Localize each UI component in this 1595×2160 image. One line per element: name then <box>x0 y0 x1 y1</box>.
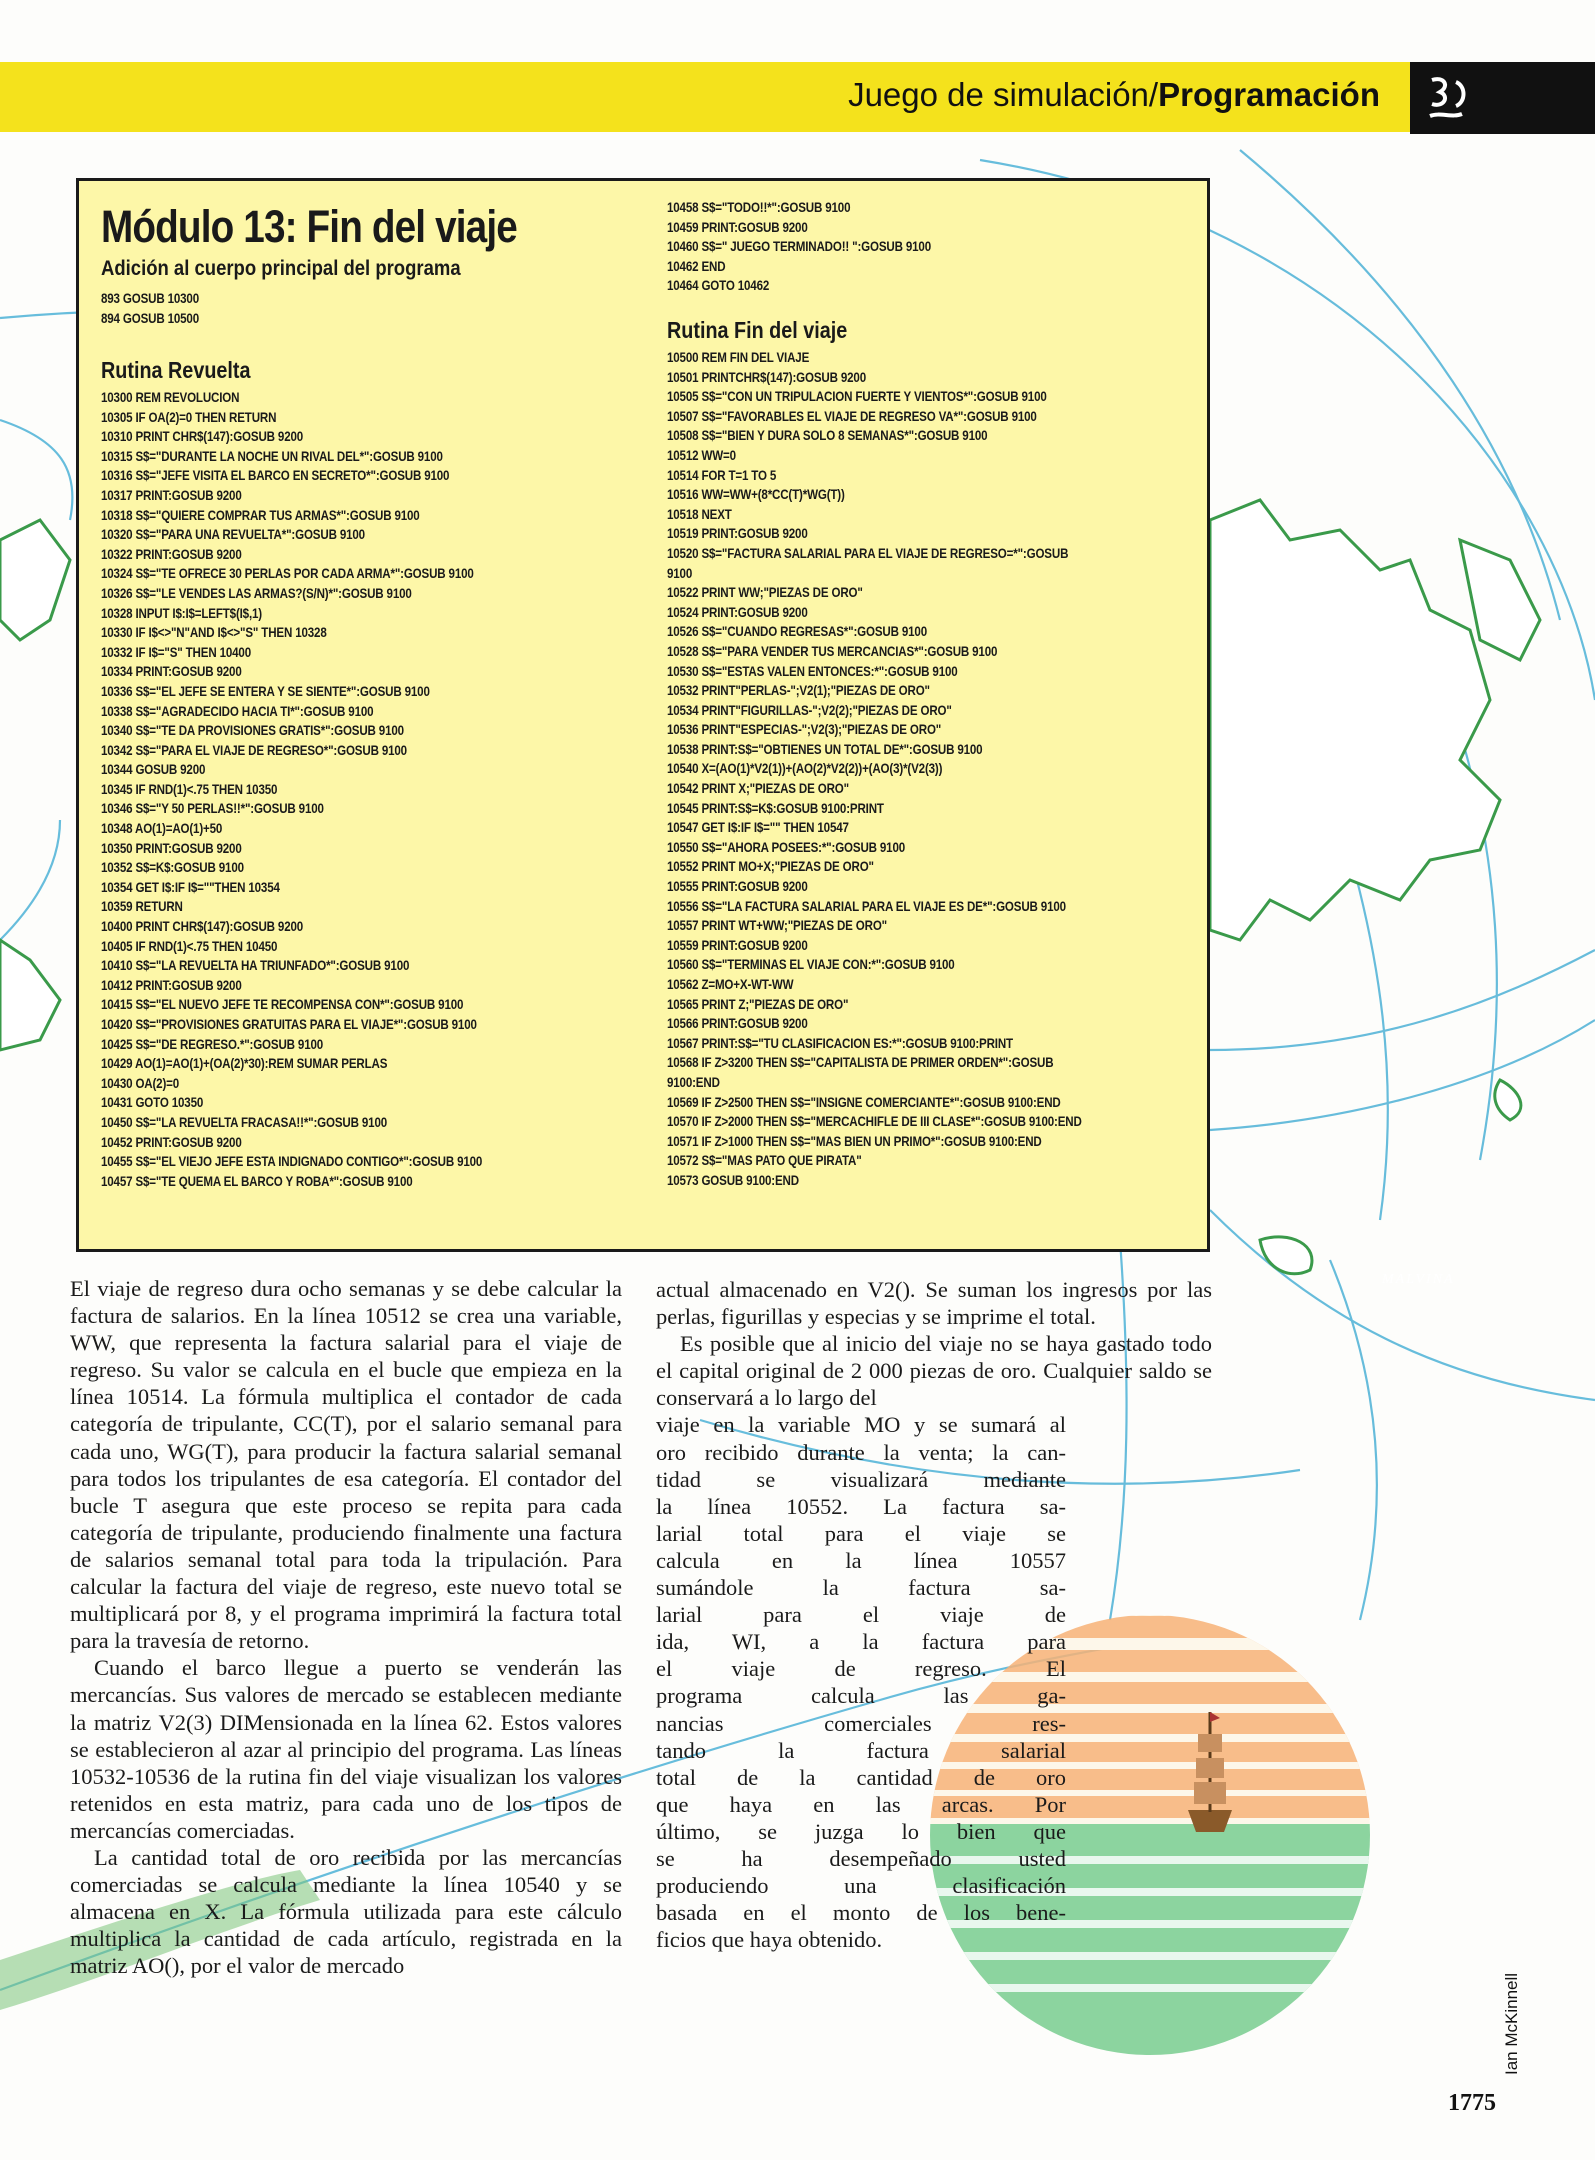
revuelta-listing <box>101 388 482 1191</box>
code-line: 10501 PRINTCHR$(147):GOSUB 9200 <box>667 369 866 385</box>
code-line: 10459 PRINT:GOSUB 9200 <box>667 219 808 235</box>
text-line: calcula en la línea 10557 <box>656 1547 1066 1573</box>
text-line: tidad se visualizará mediante <box>656 1466 1066 1492</box>
code-line: 10540 X=(AO(1)*V2(1))+(AO(2)*V2(2))+(AO(3)*(V2(3)) <box>667 761 943 777</box>
code-line: 10507 S$="FAVORABLES EL VIAJE DE REGRESO VA*":GOSUB 9100 <box>667 408 1037 424</box>
text-line: el viaje de regreso. El <box>656 1656 1066 1682</box>
code-line: 10450 S$="LA REVUELTA FRACASA!!*":GOSUB 9100 <box>101 1114 388 1130</box>
code-line: 10568 IF Z>3200 THEN S$="CAPITALISTA DE PRIMER ORDEN*":GOSUB <box>667 1055 1054 1071</box>
code-line: 10505 S$="CON UN TRIPULACION FUERTE Y VIENTOS*":GOSUB 9100 <box>667 389 1047 405</box>
code-line: 10320 S$="PARA UNA REVUELTA*":GOSUB 9100 <box>101 527 365 543</box>
text-line: larial total para el viaje se <box>656 1520 1066 1546</box>
code-line: 9100:END <box>667 1074 720 1090</box>
code-line: 10338 S$="AGRADECIDO HACIA TI*":GOSUB 9100 <box>101 703 374 719</box>
tab-glyph-icon <box>1410 62 1595 134</box>
code-line: 10530 S$="ESTAS VALEN ENTONCES:*":GOSUB 9100 <box>667 663 958 679</box>
code-line: 10425 S$="DE REGRESO.*":GOSUB 9100 <box>101 1036 324 1052</box>
code-line: 10457 S$="TE QUEMA EL BARCO Y ROBA*":GOSUB 9100 <box>101 1173 413 1189</box>
fin-viaje-listing <box>667 348 1082 1191</box>
code-line: 10430 OA(2)=0 <box>101 1075 180 1091</box>
code-line: 10340 S$="TE DA PROVISIONES GRATIS*":GOSUB 9100 <box>101 723 404 739</box>
code-line: 10542 PRINT X;"PIEZAS DE ORO" <box>667 781 849 797</box>
code-line: 10352 S$=K$:GOSUB 9100 <box>101 860 244 876</box>
paragraph: Es posible que al inicio del viaje no se haya gastado todo el capital original de 2 000 piezas de oro. Cualquier saldo se conservará a lo largo del <box>656 1331 1212 1411</box>
code-line: 10346 S$="Y 50 PERLAS!!*":GOSUB 9100 <box>101 801 324 817</box>
code-line: 10567 PRINT:S$="TU CLASIFICACION ES:*":GOSUB 9100:PRINT <box>667 1035 1013 1051</box>
module-subtitle: Adición al cuerpo principal del programa <box>101 256 461 280</box>
code-line: 10500 REM FIN DEL VIAJE <box>667 350 810 365</box>
section-tab <box>1410 62 1595 134</box>
code-line: 10569 IF Z>2500 THEN S$="INSIGNE COMERCIANTE*":GOSUB 9100:END <box>667 1094 1061 1110</box>
code-line: 10455 S$="EL VIEJO JEFE ESTA INDIGNADO CONTIGO*":GOSUB 9100 <box>101 1154 483 1170</box>
module-title: Módulo 13: Fin del viaje <box>101 201 517 252</box>
fin-viaje-heading: Rutina Fin del viaje <box>667 317 848 343</box>
listing-continuation <box>667 198 931 296</box>
code-line: 10359 RETURN <box>101 899 183 915</box>
code-line: 10336 S$="EL JEFE SE ENTERA Y SE SIENTE*":GOSUB 9100 <box>101 683 430 699</box>
code-line: 10557 PRINT WT+WW;"PIEZAS DE ORO" <box>667 918 888 934</box>
text-line: oro recibido durante la venta; la can- <box>656 1439 1066 1465</box>
header-topic: Programación <box>1158 76 1380 113</box>
text-line: se ha desempeñado usted <box>656 1845 1066 1871</box>
text-line: ida, WI, a la factura para <box>656 1629 1066 1655</box>
code-line: 10552 PRINT MO+X;"PIEZAS DE ORO" <box>667 859 874 875</box>
code-line: 10518 NEXT <box>667 506 732 522</box>
code-line: 10570 IF Z>2000 THEN S$="MERCACHIFLE DE III CLASE*":GOSUB 9100:END <box>667 1114 1082 1130</box>
code-line: 893 GOSUB 10300 <box>101 291 199 306</box>
code-line: 10452 PRINT:GOSUB 9200 <box>101 1134 242 1150</box>
code-line: 10560 S$="TERMINAS EL VIAJE CON:*":GOSUB 9100 <box>667 957 955 973</box>
code-line: 10565 PRINT Z;"PIEZAS DE ORO" <box>667 996 849 1012</box>
code-line: 10528 S$="PARA VENDER TUS MERCANCIAS*":GOSUB 9100 <box>667 643 998 659</box>
code-line: 10317 PRINT:GOSUB 9200 <box>101 487 242 503</box>
code-line: 10573 GOSUB 9100:END <box>667 1172 799 1188</box>
code-line: 10328 INPUT I$:I$=LEFT$(I$,1) <box>101 605 262 621</box>
code-line: 10324 S$="TE OFRECE 30 PERLAS POR CADA ARMA*":GOSUB 9100 <box>101 566 474 582</box>
code-line: 10534 PRINT"FIGURILLAS-";V2(2);"PIEZAS DE ORO" <box>667 702 952 718</box>
code-line: 10400 PRINT CHR$(147):GOSUB 9200 <box>101 919 304 935</box>
text-line: la línea 10552. La factura sa- <box>656 1493 1066 1519</box>
code-line: 10538 PRINT:S$="OBTIENES UN TOTAL DE*":GOSUB 9100 <box>667 741 983 757</box>
code-line: 10431 GOTO 10350 <box>101 1095 204 1111</box>
code-line: 10462 END <box>667 258 726 274</box>
code-line: 10458 S$="TODO!!*":GOSUB 9100 <box>667 200 851 215</box>
code-line: 10566 PRINT:GOSUB 9200 <box>667 1016 808 1032</box>
code-line: 10318 S$="QUIERE COMPRAR TUS ARMAS*":GOSUB 9100 <box>101 507 420 523</box>
main-program-lines <box>101 289 199 328</box>
code-line: 10520 S$="FACTURA SALARIAL PARA EL VIAJE DE REGRESO=*":GOSUB <box>667 545 1069 561</box>
text-line: que haya en las arcas. Por <box>656 1791 1066 1817</box>
code-line: 10556 S$="LA FACTURA SALARIAL PARA EL VIAJE ES DE*":GOSUB 9100 <box>667 898 1066 914</box>
paragraph: actual almacenado en V2(). Se suman los ingresos por las perlas, figurillas y especias y se imprime el total. <box>656 1277 1212 1330</box>
code-line: 10514 FOR T=1 TO 5 <box>667 467 777 483</box>
code-line: 10555 PRINT:GOSUB 9200 <box>667 879 808 895</box>
text-line: sumándole la factura sa- <box>656 1575 1066 1601</box>
code-line: 10405 IF RND(1)<.75 THEN 10450 <box>101 938 278 954</box>
text-line: nancias comerciales res- <box>656 1710 1066 1736</box>
code-line: 10519 PRINT:GOSUB 9200 <box>667 526 808 542</box>
code-line: 10310 PRINT CHR$(147):GOSUB 9200 <box>101 429 304 445</box>
code-line: 10345 IF RND(1)<.75 THEN 10350 <box>101 781 278 797</box>
code-line: 10508 S$="BIEN Y DURA SOLO 8 SEMANAS*":GOSUB 9100 <box>667 428 988 444</box>
text-line: tando la factura salarial <box>656 1737 1066 1763</box>
code-line: 10342 S$="PARA EL VIAJE DE REGRESO*":GOSUB 9100 <box>101 742 407 758</box>
code-line: 10350 PRINT:GOSUB 9200 <box>101 840 242 856</box>
code-line: 10550 S$="AHORA POSEES:*":GOSUB 9100 <box>667 839 906 855</box>
code-line: 10526 S$="CUANDO REGRESAS*":GOSUB 9100 <box>667 624 927 640</box>
code-line: 10300 REM REVOLUCION <box>101 390 240 405</box>
page-number: 1775 <box>1448 2090 1496 2116</box>
code-line: 10522 PRINT WW;"PIEZAS DE ORO" <box>667 585 863 601</box>
code-line: 10571 IF Z>1000 THEN S$="MAS BIEN UN PRIMO*":GOSUB 9100:END <box>667 1133 1042 1149</box>
code-line: 10326 S$="LE VENDES LAS ARMAS?(S/N)*":GOSUB 9100 <box>101 585 412 601</box>
code-line: 10545 PRINT:S$=K$:GOSUB 9100:PRINT <box>667 800 884 816</box>
illustrator-credit: Ian McKinnell <box>1502 1972 1521 2075</box>
text-line: viaje en la variable MO y se sumará al <box>656 1412 1066 1438</box>
code-line: 10315 S$="DURANTE LA NOCHE UN RIVAL DEL*":GOSUB 9100 <box>101 448 443 464</box>
code-line: 10536 PRINT"ESPECIAS-";V2(3);"PIEZAS DE ORO" <box>667 722 942 738</box>
code-line: 10464 GOTO 10462 <box>667 278 770 294</box>
code-line: 10460 S$=" JUEGO TERMINADO!! ":GOSUB 9100 <box>667 239 931 255</box>
code-line: 9100 <box>667 565 693 581</box>
code-line: 10316 S$="JEFE VISITA EL BARCO EN SECRETO*":GOSUB 9100 <box>101 468 450 484</box>
code-line: 10305 IF OA(2)=0 THEN RETURN <box>101 409 277 425</box>
paragraph: El viaje de regreso dura ocho semanas y se debe calcular la factura de salarios. En la línea 10512 se crea una variable, WW, que representa la factura salarial para el viaje de regreso. Su valor se calcula en el bucle que empieza en la línea 10514. La fórmula multiplica el contador de cada categoría de tripulante, CC(T), por el salario semanal para cada uno, WG(T), para producir la factura salarial semanal para todos los tripulantes de esa categoría. El contador del bucle T asegura que este proceso se repita para cada categoría de tripulante, produciendo finalmente una factura de salarios semanal total para toda la tripulación. Para calcular la factura del viaje de regreso, este nuevo total se multiplicará por 8, y el programa imprimirá la factura total para la travesía de retorno. <box>70 1276 622 1654</box>
code-line: 10330 IF I$<>"N"AND I$<>"S" THEN 10328 <box>101 625 327 641</box>
code-line: 10322 PRINT:GOSUB 9200 <box>101 546 242 562</box>
text-line: ficios que haya obtenido. <box>656 1927 883 1953</box>
code-line: 10410 S$="LA REVUELTA HA TRIUNFADO*":GOSUB 9100 <box>101 958 410 974</box>
map-place-label: MALVINA <box>1382 1272 1455 1287</box>
code-line: 10332 IF I$="S" THEN 10400 <box>101 644 251 660</box>
running-header <box>848 76 1380 114</box>
text-line: basada en el monto de los bene- <box>656 1900 1066 1926</box>
article-column-1 <box>70 1275 622 1979</box>
code-line: 10524 PRINT:GOSUB 9200 <box>667 604 808 620</box>
code-line: 10412 PRINT:GOSUB 9200 <box>101 977 242 993</box>
code-line: 10334 PRINT:GOSUB 9200 <box>101 664 242 680</box>
code-line: 894 GOSUB 10500 <box>101 310 199 326</box>
text-line: último, se juzga lo bien que <box>656 1818 1066 1844</box>
revuelta-heading: Rutina Revuelta <box>101 357 251 383</box>
code-line: 10429 AO(1)=AO(1)+(OA(2)*30):REM SUMAR PERLAS <box>101 1056 388 1072</box>
code-line: 10532 PRINT"PERLAS-";V2(1);"PIEZAS DE ORO" <box>667 683 930 699</box>
code-line: 10572 S$="MAS PATO QUE PIRATA" <box>667 1153 862 1169</box>
text-line: larial para el viaje de <box>656 1602 1066 1628</box>
code-line: 10415 S$="EL NUEVO JEFE TE RECOMPENSA CON*":GOSUB 9100 <box>101 997 464 1013</box>
program-listing-box <box>76 178 1210 1252</box>
paragraph: La cantidad total de oro recibida por las mercancías comerciadas se calcula mediante la línea 10540 y se almacena en X. La fórmula utilizada para este cálculo multiplica la cantidad de cada artículo, registrada en la matriz AO(), por el valor de mercado <box>70 1844 622 1979</box>
header-section: Juego de simulación/ <box>848 76 1159 113</box>
code-line: 10512 WW=0 <box>667 447 736 463</box>
article-column-2 <box>656 1276 1212 1953</box>
text-line: produciendo una clasificación <box>656 1873 1066 1899</box>
code-line: 10559 PRINT:GOSUB 9200 <box>667 937 808 953</box>
code-line: 10348 AO(1)=AO(1)+50 <box>101 821 223 837</box>
text-line: programa calcula las ga- <box>656 1683 1066 1709</box>
code-line: 10344 GOSUB 9200 <box>101 762 206 778</box>
code-line: 10354 GET I$:IF I$=""THEN 10354 <box>101 879 280 895</box>
code-line: 10516 WW=WW+(8*CC(T)*WG(T)) <box>667 487 845 503</box>
paragraph: Cuando el barco llegue a puerto se venderán las mercancías. Sus valores de mercado se establecen mediante la matriz V2(3) DIMensionada en la línea 62. Estos valores se establecieron al azar al principio del programa. Las líneas 10532-10536 de la rutina fin del viaje visualizan los valores retenidos en esta matriz, para cada uno de los tipos de mercancías comerciadas. <box>70 1655 622 1843</box>
text-line: total de la cantidad de oro <box>656 1764 1066 1790</box>
code-line: 10420 S$="PROVISIONES GRATUITAS PARA EL VIAJE*":GOSUB 9100 <box>101 1017 477 1032</box>
wrapped-paragraph <box>656 1411 1066 1953</box>
code-line: 10562 Z=MO+X-WT-WW <box>667 977 794 992</box>
code-line: 10547 GET I$:IF I$="" THEN 10547 <box>667 820 849 836</box>
